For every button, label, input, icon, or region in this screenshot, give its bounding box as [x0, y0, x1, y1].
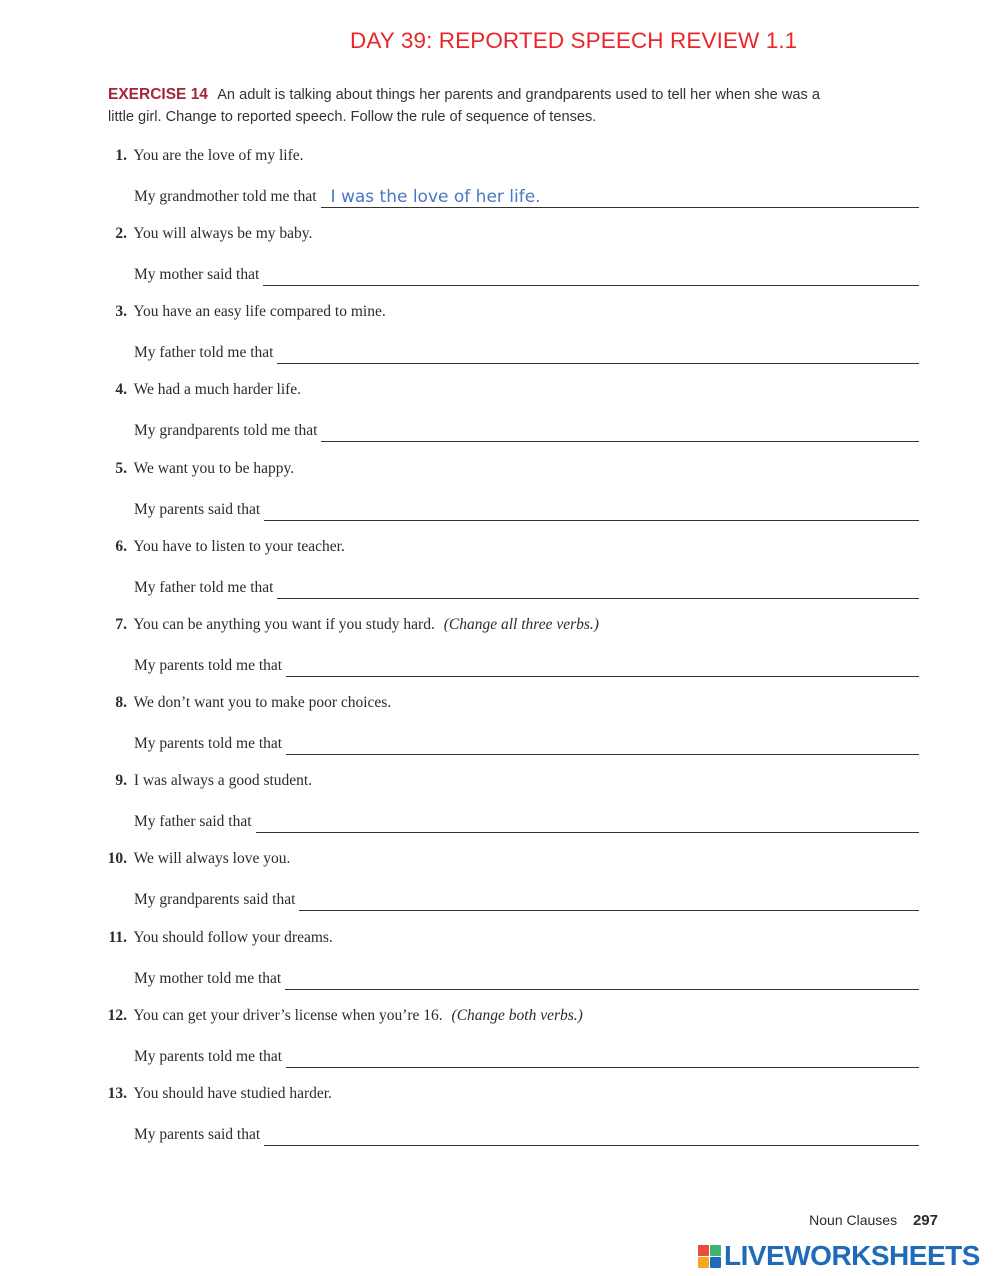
answer-line	[134, 1120, 919, 1146]
item-number: 2.	[115, 225, 127, 242]
exercise-item	[0, 1082, 1000, 1160]
answer-lead-in: My father told me that	[134, 344, 274, 361]
answer-blank[interactable]	[299, 884, 919, 911]
answer-lead-in: My parents told me that	[134, 735, 283, 752]
item-number: 12.	[107, 1007, 127, 1024]
item-quote: You are the love of my life.	[133, 147, 304, 164]
page-footer	[809, 1212, 938, 1229]
exercise-item	[0, 613, 1000, 691]
item-number: 7.	[115, 616, 127, 633]
answer-lead-in: My father said that	[134, 813, 252, 830]
quote-line	[0, 769, 312, 793]
answer-blank[interactable]	[277, 337, 919, 364]
answer-blank[interactable]	[286, 1041, 919, 1068]
item-number: 10.	[107, 850, 127, 867]
answer-line	[134, 416, 919, 442]
answer-line	[134, 182, 919, 208]
answer-line	[134, 495, 919, 521]
quote-line	[0, 144, 304, 168]
item-quote: You have to listen to your teacher.	[133, 538, 345, 555]
item-quote: You should follow your dreams.	[133, 929, 333, 946]
answer-lead-in: My parents told me that	[134, 657, 283, 674]
exercise-item	[0, 1004, 1000, 1082]
item-number: 8.	[115, 694, 127, 711]
exercise-label: EXERCISE 14	[108, 86, 208, 103]
answer-blank[interactable]	[285, 963, 919, 990]
answer-text: I was the love of her life.	[330, 187, 541, 207]
quote-line	[0, 926, 333, 950]
item-quote: I was always a good student.	[133, 772, 313, 789]
answer-lead-in: My father told me that	[134, 579, 274, 596]
answer-line	[134, 807, 919, 833]
quote-line	[0, 457, 294, 481]
item-number: 1.	[115, 147, 127, 164]
answer-line	[134, 573, 919, 599]
answer-lead-in: My grandmother told me that	[134, 188, 317, 205]
quote-line	[0, 691, 391, 715]
exercise-instructions	[108, 84, 828, 128]
answer-line	[134, 964, 919, 990]
answer-lead-in: My mother said that	[134, 266, 260, 283]
item-number: 11.	[108, 929, 127, 946]
item-quote: We will always love you.	[133, 850, 291, 867]
answer-blank[interactable]	[264, 1119, 919, 1146]
quote-line	[0, 222, 312, 246]
exercise-item	[0, 457, 1000, 535]
exercise-item	[0, 847, 1000, 925]
answer-line	[134, 260, 919, 286]
liveworksheets-logo[interactable]	[698, 1240, 980, 1272]
item-quote: We don’t want you to make poor choices.	[133, 694, 392, 711]
answer-blank[interactable]	[263, 259, 919, 286]
item-note: (Change all three verbs.)	[443, 616, 599, 633]
answer-blank[interactable]	[321, 415, 919, 442]
answer-blank[interactable]	[286, 728, 919, 755]
answer-blank[interactable]	[321, 181, 919, 208]
quote-line	[0, 300, 386, 324]
answer-lead-in: My parents said that	[134, 1126, 261, 1143]
quote-line	[0, 1082, 332, 1106]
instructions-text: An adult is talking about things her parents and grandparents used to tell her when she was a little girl. Change to reported speech. Follow the rule of sequence of tenses.	[108, 87, 820, 125]
exercise-item	[0, 691, 1000, 769]
answer-blank[interactable]	[264, 494, 919, 521]
item-quote: You can be anything you want if you study hard.	[133, 616, 435, 633]
answer-line	[134, 1042, 919, 1068]
answer-lead-in: My mother told me that	[134, 970, 282, 987]
answer-blank[interactable]	[277, 572, 919, 599]
exercise-item	[0, 535, 1000, 613]
page-number: 297	[912, 1212, 938, 1229]
item-quote: You have an easy life compared to mine.	[133, 303, 386, 320]
item-number: 6.	[115, 538, 127, 555]
item-number: 5.	[115, 460, 127, 477]
answer-line	[134, 885, 919, 911]
quote-line	[0, 535, 345, 559]
item-quote: We want you to be happy.	[133, 460, 295, 477]
quote-line	[0, 613, 599, 637]
item-number: 13.	[107, 1085, 127, 1102]
item-number: 4.	[115, 381, 127, 398]
item-quote: We had a much harder life.	[133, 381, 302, 398]
exercise-item	[0, 144, 1000, 222]
answer-lead-in: My parents told me that	[134, 1048, 283, 1065]
item-quote: You should have studied harder.	[133, 1085, 332, 1102]
answer-blank[interactable]	[256, 806, 919, 833]
quote-line	[0, 378, 301, 402]
brand-name: LIVEWORKSHEETS	[724, 1240, 980, 1271]
page-title: DAY 39: REPORTED SPEECH REVIEW 1.1	[350, 28, 798, 53]
answer-line	[134, 729, 919, 755]
exercise-item	[0, 769, 1000, 847]
exercise-item	[0, 222, 1000, 300]
answer-lead-in: My grandparents said that	[134, 891, 296, 908]
answer-line	[134, 651, 919, 677]
answer-blank[interactable]	[286, 650, 919, 677]
exercise-item	[0, 300, 1000, 378]
section-name: Noun Clauses	[809, 1212, 898, 1228]
item-note: (Change both verbs.)	[451, 1007, 583, 1024]
liveworksheets-icon	[698, 1245, 721, 1268]
quote-line	[0, 847, 290, 871]
answer-lead-in: My grandparents told me that	[134, 422, 318, 439]
exercise-item	[0, 926, 1000, 1004]
quote-line	[0, 1004, 583, 1028]
item-quote: You can get your driver’s license when you’re 16.	[133, 1007, 443, 1024]
item-number: 9.	[115, 772, 127, 789]
answer-line	[134, 338, 919, 364]
item-quote: You will always be my baby.	[133, 225, 313, 242]
item-number: 3.	[115, 303, 127, 320]
exercise-item	[0, 378, 1000, 456]
answer-lead-in: My parents said that	[134, 501, 261, 518]
